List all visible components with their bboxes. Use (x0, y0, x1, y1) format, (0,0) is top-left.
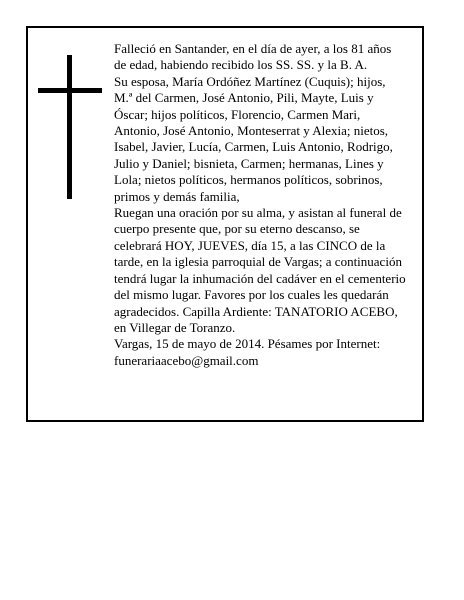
paragraph-funeral: Ruegan una oración por su alma, y asistan al funeral de cuerpo presente que, por su eterno descanso, se celebrará HOY, JUEVES, día 15, a las CINCO de la tarde, en la iglesia parroquial de Vargas; a continuación tendrá lugar la inhumación del cadáver en el cementerio del mismo lugar. Favores por los cuales les quedarán agradecidos. Capilla Ardiente: TANATORIO ACEBO, en Villegar de Toranzo. (114, 205, 406, 335)
obituary-notice (26, 26, 424, 422)
paragraph-family: Su esposa, María Ordóñez Martínez (Cuquis); hijos, M.ª del Carmen, José Antonio, Pili, Mayte, Luis y Óscar; hijos políticos, Florencio, Carmen Mari, Antonio, José Antonio, Monteserrat y Alexia; nietos, Isabel, Javier, Lucía, Carmen, Luis Antonio, Rodrigo, Julio y Daniel; bisnieta, Carmen; hermanas, Lines y Lola; nietos políticos, hermanos políticos, sobrinos, primos y demás familia, (114, 73, 393, 204)
cross-icon (38, 55, 102, 199)
cross-horizontal-bar (38, 88, 102, 93)
paragraph-death: Falleció en Santander, en el día de ayer, a los 81 años de edad, habiendo recibido los SS. SS. y la B. A. (114, 41, 392, 73)
paragraph-date-contact: Vargas, 15 de mayo de 2014. Pésames por Internet: funerariaacebo@gmail.com (114, 336, 381, 368)
cross-vertical-bar (67, 55, 72, 199)
obituary-text (114, 41, 420, 369)
